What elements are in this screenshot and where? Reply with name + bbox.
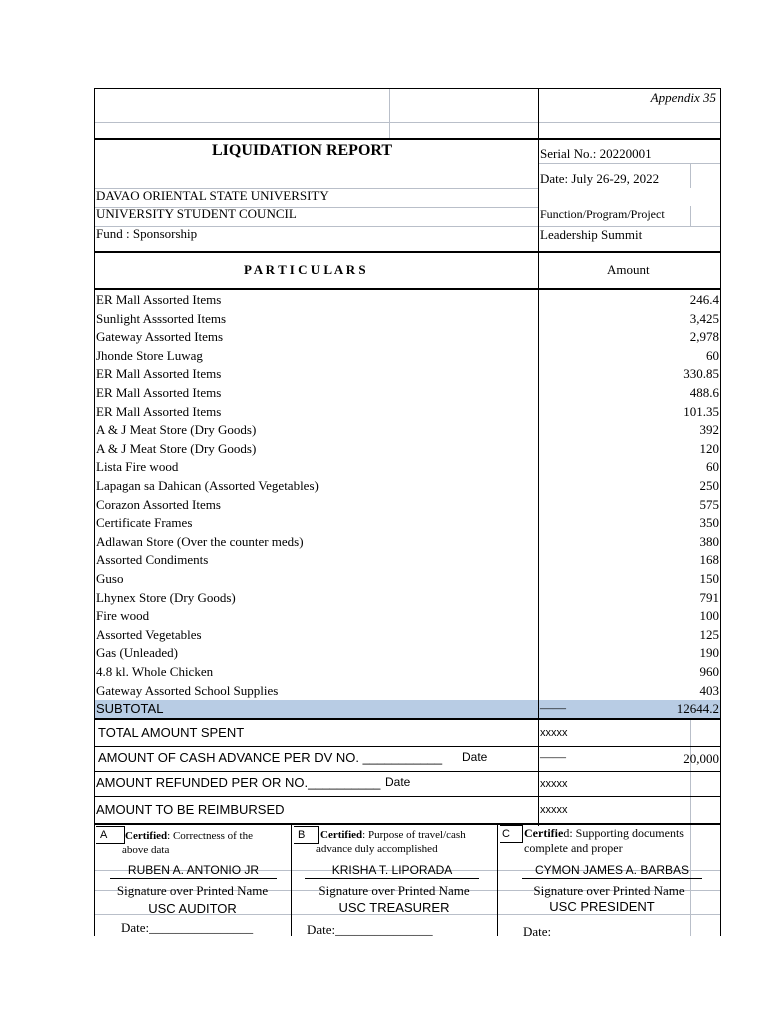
function-value: Leadership Summit xyxy=(540,227,643,242)
particulars-bottom-rule xyxy=(94,288,721,290)
cert-c-text-2: complete and proper xyxy=(524,841,623,855)
row-rule xyxy=(94,796,721,797)
subtotal-value: 12644.2 xyxy=(676,701,719,716)
item-amount: 60 xyxy=(706,348,719,363)
reimbursed-value: xxxxx xyxy=(540,804,568,816)
total-spent-value: xxxxx xyxy=(540,727,568,739)
item-name: A & J Meat Store (Dry Goods) xyxy=(96,441,257,456)
row-rule xyxy=(94,746,721,747)
cert-c-name: CYMON JAMES A. BARBAS xyxy=(522,863,702,879)
council-name: UNIVERSITY STUDENT COUNCIL xyxy=(96,206,297,221)
item-amount: 246.4 xyxy=(689,292,719,307)
item-name: Assorted Vegetables xyxy=(96,627,202,642)
title-top-rule xyxy=(94,138,721,140)
item-amount: 3,425 xyxy=(689,311,719,326)
cert-a-position: USC AUDITOR xyxy=(148,901,237,916)
report-date: Date: July 26-29, 2022 xyxy=(540,171,660,186)
item-name: Corazon Assorted Items xyxy=(96,497,221,512)
cert-b-letter: B xyxy=(294,826,319,844)
university-name: DAVAO ORIENTAL STATE UNIVERSITY xyxy=(96,188,329,203)
item-amount: 330.85 xyxy=(683,366,719,381)
cert-c-bold: Certifie xyxy=(524,826,564,840)
cash-advance-label: AMOUNT OF CASH ADVANCE PER DV NO. ___________ xyxy=(98,750,443,765)
border-left xyxy=(94,88,95,936)
item-amount: 101.35 xyxy=(683,404,719,419)
subtotal-label: SUBTOTAL xyxy=(96,701,164,716)
item-name: Adlawan Store (Over the counter meds) xyxy=(96,534,304,549)
item-amount: 380 xyxy=(699,534,719,549)
item-name: Jhonde Store Luwag xyxy=(96,348,203,363)
item-name: ER Mall Assorted Items xyxy=(96,404,222,419)
item-amount: 403 xyxy=(699,683,719,698)
item-name: A & J Meat Store (Dry Goods) xyxy=(96,422,257,437)
refunded-date-label: Date xyxy=(385,775,411,789)
cert-b-position: USC TREASURER xyxy=(338,900,450,915)
border-top xyxy=(94,88,721,89)
refunded-label: AMOUNT REFUNDED PER OR NO.__________ xyxy=(96,775,381,790)
item-name: ER Mall Assorted Items xyxy=(96,366,222,381)
border-right xyxy=(720,88,721,936)
item-name: Sunlight Asssorted Items xyxy=(96,311,227,326)
item-name: Lhynex Store (Dry Goods) xyxy=(96,590,236,605)
cert-a-date: Date:________________ xyxy=(121,920,254,935)
cert-divider-bc xyxy=(497,825,498,936)
grid-line xyxy=(94,122,721,123)
cert-c-text: d: Supporting documents xyxy=(563,826,684,840)
cert-c-letter: C xyxy=(500,825,523,843)
item-amount: 190 xyxy=(699,645,719,660)
item-amount: 960 xyxy=(699,664,719,679)
cert-a-text: : Correctness of the xyxy=(167,830,253,842)
subtotal-dash: —— xyxy=(540,700,566,715)
item-amount: 60 xyxy=(706,459,719,474)
particulars-header: P A R T I C U L A R S xyxy=(244,262,366,277)
grid-line xyxy=(389,88,390,138)
item-name: Lapagan sa Dahican (Assorted Vegetables) xyxy=(96,478,319,493)
item-name: Gateway Assorted Items xyxy=(96,329,224,344)
cert-c-signature-label: Signature over Printed Name xyxy=(533,883,685,898)
cert-b-date: Date:_______________ xyxy=(307,922,433,937)
subtotal-highlight xyxy=(94,700,721,719)
liquidation-report-sheet xyxy=(94,88,721,939)
report-title: LIQUIDATION REPORT xyxy=(212,142,393,159)
item-amount: 100 xyxy=(699,608,719,623)
item-amount: 125 xyxy=(699,627,719,642)
cert-c-date: Date: xyxy=(523,924,552,939)
reimbursed-label: AMOUNT TO BE REIMBURSED xyxy=(96,802,285,817)
item-name: Gas (Unleaded) xyxy=(96,645,178,660)
cert-b-text: : Purpose of travel/cash xyxy=(362,829,466,841)
fund-source: Fund : Sponsorship xyxy=(96,226,198,241)
item-name: Certificate Frames xyxy=(96,515,193,530)
item-name: Fire wood xyxy=(96,608,150,623)
certification-top-rule xyxy=(94,823,721,825)
refunded-value: xxxxx xyxy=(540,778,568,790)
amount-header: Amount xyxy=(607,262,650,277)
item-amount: 392 xyxy=(699,422,719,437)
grid-line xyxy=(690,206,691,226)
row-rule xyxy=(94,771,721,772)
item-name: Lista Fire wood xyxy=(96,459,179,474)
cert-c-statement xyxy=(524,826,684,841)
cert-b-name: KRISHA T. LIPORADA xyxy=(305,863,479,879)
total-spent-label: TOTAL AMOUNT SPENT xyxy=(98,725,245,740)
item-amount: 250 xyxy=(699,478,719,493)
item-amount: 150 xyxy=(699,571,719,586)
item-name: Guso xyxy=(96,571,124,586)
item-amount: 168 xyxy=(699,552,719,567)
cert-c-position: USC PRESIDENT xyxy=(549,899,655,914)
item-name: Assorted Condiments xyxy=(96,552,209,567)
particulars-top-rule xyxy=(94,251,721,253)
cert-a-bold: Certified xyxy=(125,830,168,842)
cert-b-statement xyxy=(320,829,466,841)
cert-divider-ab xyxy=(291,825,292,936)
appendix-label: Appendix 35 xyxy=(650,90,716,105)
cert-b-bold: Certified xyxy=(320,829,363,841)
cert-b-text-2: advance duly accomplished xyxy=(316,843,438,855)
item-name: Gateway Assorted School Supplies xyxy=(96,683,279,698)
item-name: 4.8 kl. Whole Chicken xyxy=(96,664,214,679)
cert-a-text-2: above data xyxy=(122,844,170,856)
amount-column-divider xyxy=(538,88,539,826)
item-name: ER Mall Assorted Items xyxy=(96,385,222,400)
item-amount: 575 xyxy=(699,497,719,512)
cert-a-name: RUBEN A. ANTONIO JR xyxy=(110,863,277,879)
cert-a-letter: A xyxy=(96,826,125,844)
item-amount: 488.6 xyxy=(689,385,719,400)
cash-advance-value: 20,000 xyxy=(683,751,719,766)
cash-advance-dash: —— xyxy=(540,749,566,764)
cert-a-statement xyxy=(125,830,253,842)
item-name: ER Mall Assorted Items xyxy=(96,292,222,307)
item-amount: 2,978 xyxy=(689,329,719,344)
grid-line xyxy=(690,163,691,188)
serial-number: Serial No.: 20220001 xyxy=(540,146,652,161)
item-amount: 350 xyxy=(699,515,719,530)
cert-b-signature-label: Signature over Printed Name xyxy=(318,883,470,898)
item-amount: 791 xyxy=(699,590,719,605)
cert-a-signature-label: Signature over Printed Name xyxy=(116,883,269,898)
cash-advance-date-label: Date xyxy=(462,750,488,764)
function-label: Function/Program/Project xyxy=(540,207,665,221)
grid-line xyxy=(538,163,721,164)
subtotal-bottom-rule xyxy=(94,718,721,720)
item-amount: 120 xyxy=(699,441,719,456)
